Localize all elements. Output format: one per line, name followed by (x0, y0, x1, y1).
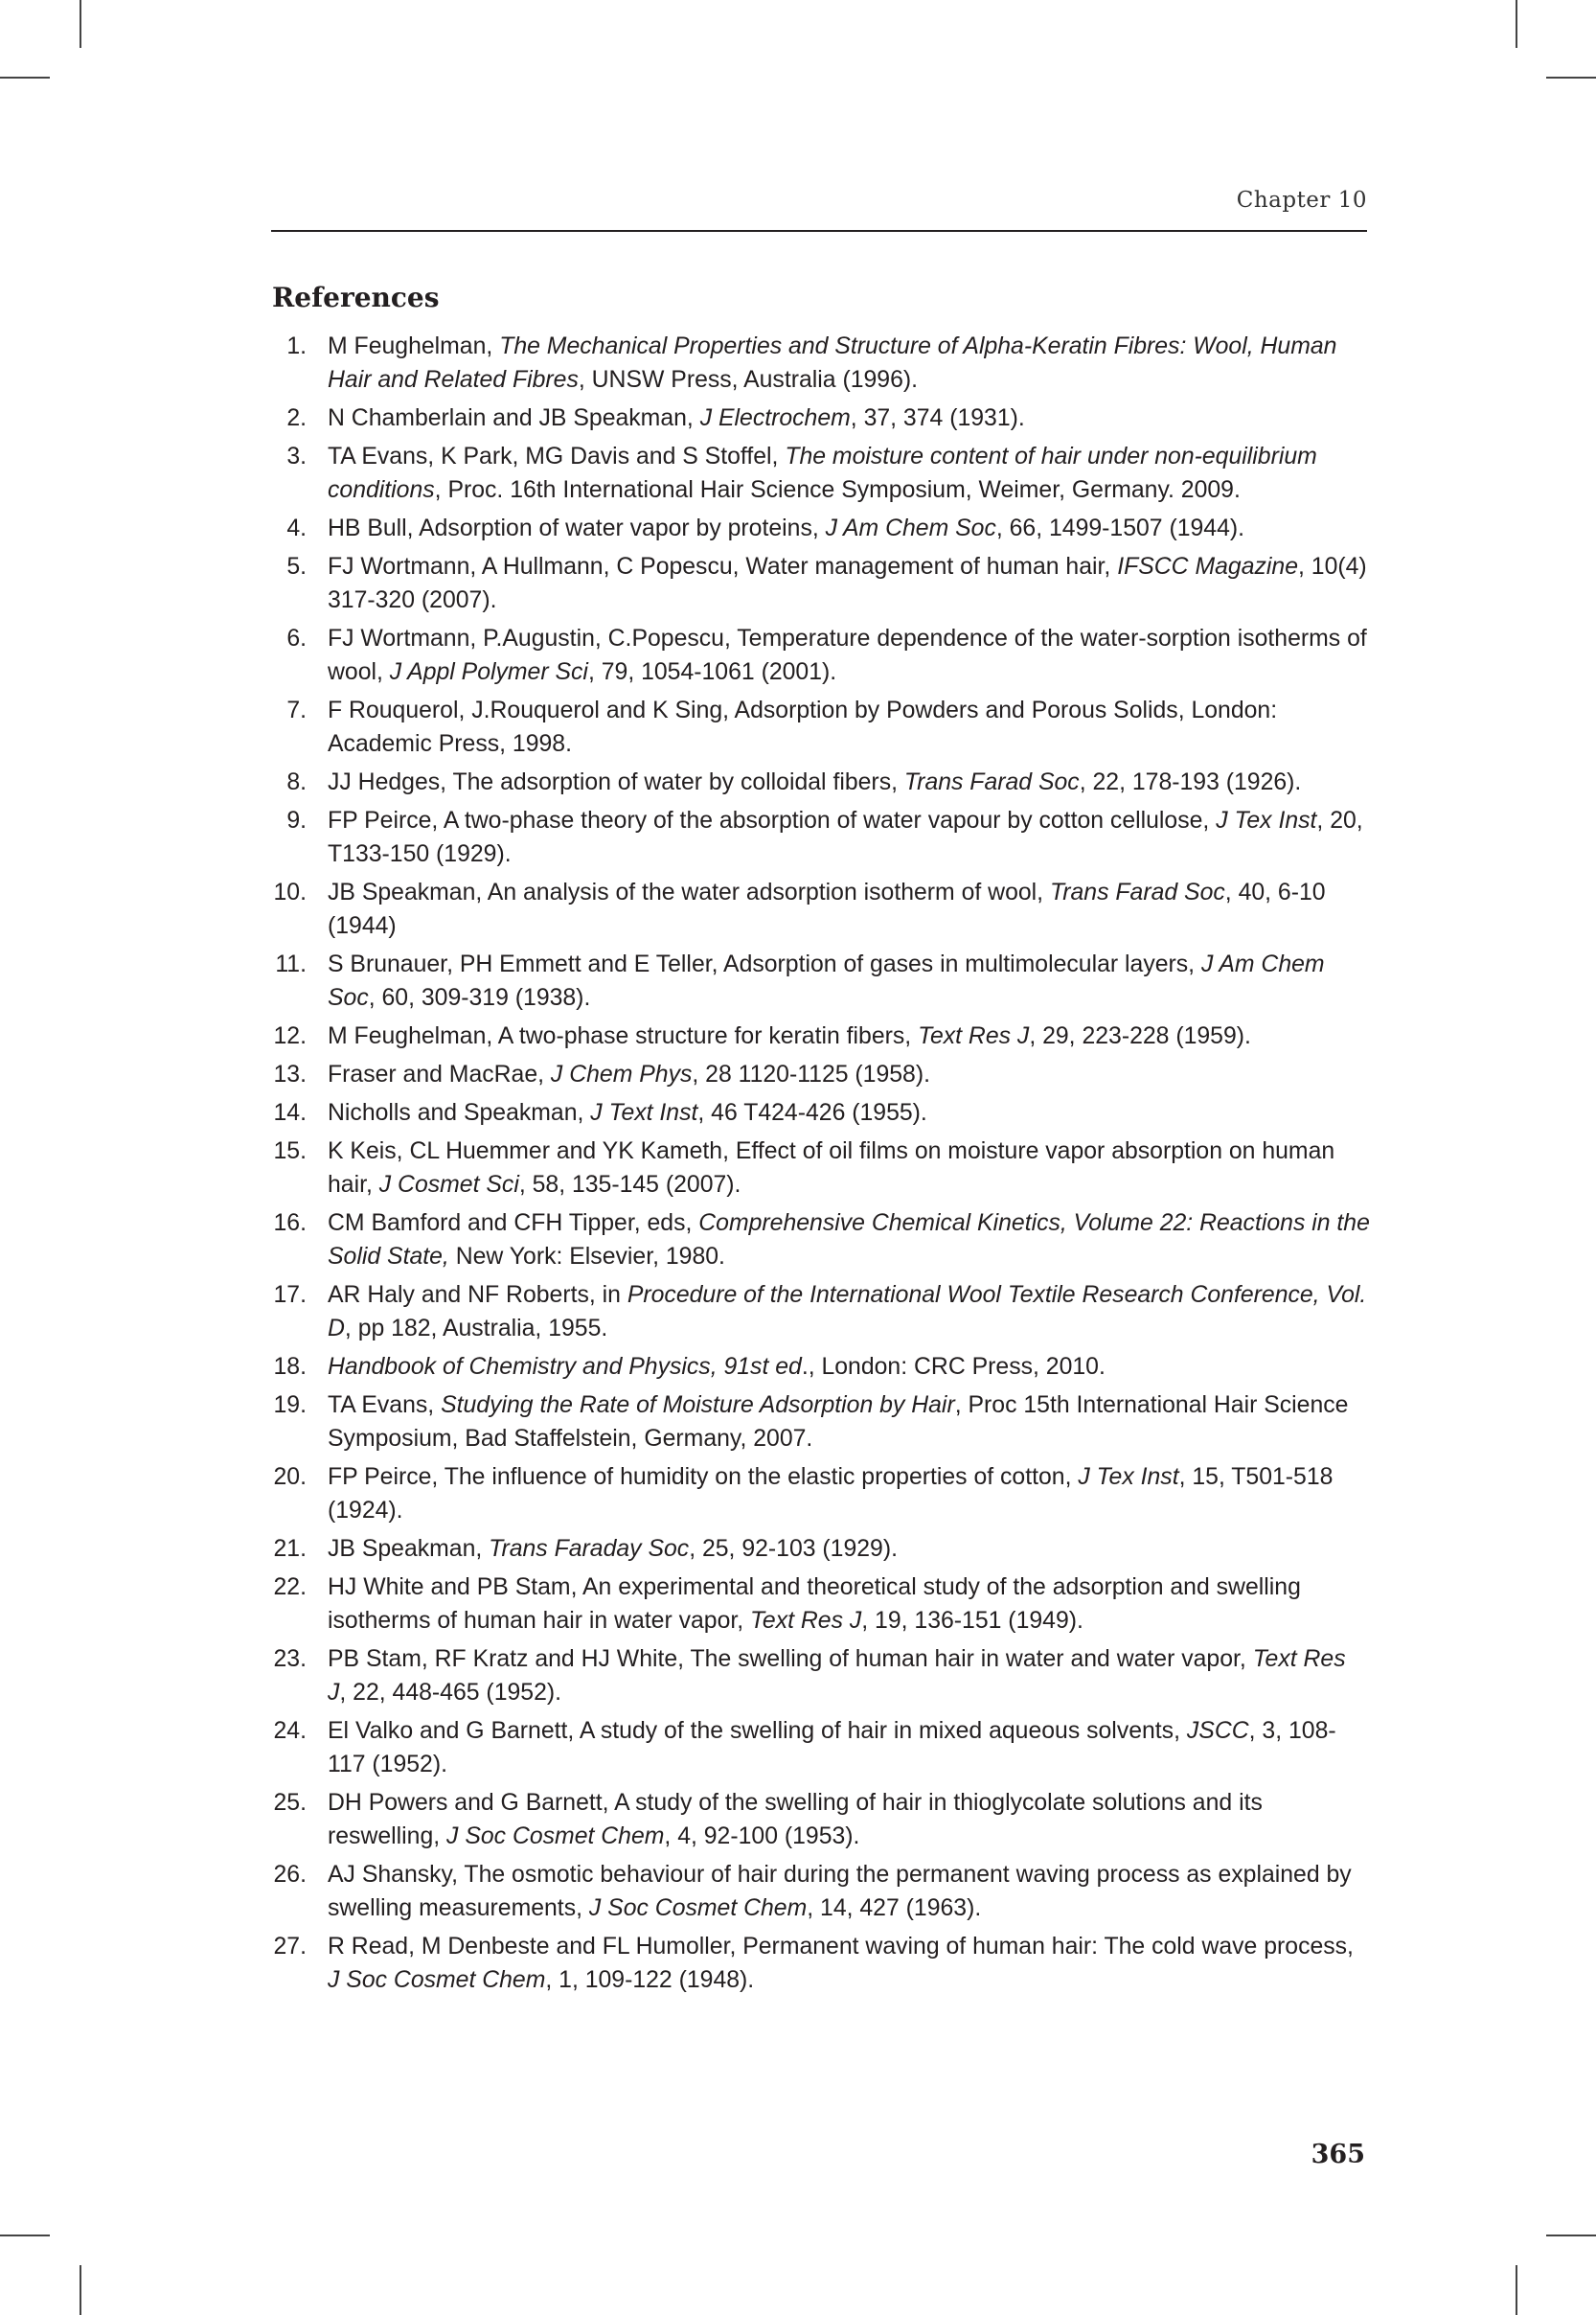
reference-text-segment: , 15, T501-518 (1924). (328, 1464, 1334, 1524)
reference-number: 15. (273, 1138, 307, 1164)
reference-text-segment: , 10(4) 317-320 (2007). (328, 554, 1367, 613)
reference-title-italic: J Soc Cosmet Chem (328, 1967, 546, 1993)
reference-item (272, 401, 1370, 435)
reference-item (272, 1058, 1370, 1091)
reference-text (328, 554, 1367, 613)
reference-text (328, 444, 1317, 503)
reference-text-segment: , 28 1120-1125 (1958). (692, 1062, 930, 1088)
reference-item (272, 330, 1370, 397)
reference-number: 20. (273, 1464, 307, 1490)
reference-text-segment: FJ Wortmann, A Hullmann, C Popescu, Water management of human hair, (328, 554, 1118, 580)
reference-number: 24. (273, 1718, 307, 1744)
reference-text-segment: DH Powers and G Barnett, A study of the swelling of hair in thioglycolate solutions and its reswelling, (328, 1790, 1263, 1849)
reference-number: 7. (286, 698, 307, 723)
reference-text-segment: , 20, T133-150 (1929). (328, 808, 1363, 867)
reference-number: 16. (273, 1210, 307, 1236)
reference-number: 8. (286, 769, 307, 795)
reference-title-italic: Trans Faraday Soc (489, 1536, 690, 1562)
reference-text-segment: N Chamberlain and JB Speakman, (328, 405, 700, 431)
reference-title-italic: J Tex Inst (1078, 1464, 1179, 1490)
reference-number: 5. (286, 554, 307, 580)
reference-text-segment: , 66, 1499-1507 (1944). (995, 516, 1245, 541)
reference-text-segment: HJ White and PB Stam, An experimental and theoretical study of the adsorption and swelling isotherms of human hair in water vapor, (328, 1574, 1301, 1634)
reference-item (272, 1388, 1370, 1455)
reference-text (328, 1574, 1301, 1634)
crop-mark-top-right (1516, 0, 1517, 48)
reference-title-italic: J Soc Cosmet Chem (446, 1823, 665, 1849)
reference-text-segment: M Feughelman, A two-phase structure for keratin fibers, (328, 1023, 919, 1049)
reference-text (328, 333, 1336, 393)
reference-text-segment: AJ Shansky, The osmotic behaviour of hair during the permanent waving process as explained by swelling measurements, (328, 1862, 1352, 1921)
crop-mark-top-left (80, 0, 81, 48)
reference-text-segment: , 60, 309-319 (1938). (368, 985, 591, 1011)
reference-title-italic: J Tex Inst (1216, 808, 1317, 834)
reference-text-segment: JJ Hedges, The adsorption of water by colloidal fibers, (328, 769, 904, 795)
reference-text-segment: , 25, 92-103 (1929). (689, 1536, 898, 1562)
reference-item (272, 1642, 1370, 1709)
reference-item (272, 440, 1370, 507)
reference-item (272, 550, 1370, 617)
reference-text (328, 1718, 1336, 1777)
reference-item (272, 876, 1370, 943)
reference-number: 11. (275, 951, 307, 977)
reference-text-segment: Nicholls and Speakman, (328, 1100, 591, 1126)
reference-text-segment: ., London: CRC Press, 2010. (801, 1354, 1106, 1380)
reference-text (328, 698, 1277, 757)
crop-mark-bottom-right-horizontal (1546, 2235, 1596, 2236)
reference-text (328, 626, 1367, 685)
reference-text (328, 1862, 1352, 1921)
reference-text-segment: Fraser and MacRae, (328, 1062, 551, 1088)
reference-text (328, 1023, 1251, 1049)
reference-number: 2. (286, 405, 307, 431)
reference-item (272, 1460, 1370, 1527)
reference-item (272, 1206, 1370, 1273)
reference-text (328, 1282, 1366, 1341)
reference-text-segment: TA Evans, (328, 1392, 442, 1418)
reference-title-italic: Trans Farad Soc (903, 769, 1080, 795)
reference-text-segment: , 40, 6-10 (1944) (328, 880, 1326, 939)
reference-text-segment: , Proc. 16th International Hair Science Symposium, Weimer, Germany. 2009. (434, 477, 1241, 503)
reference-title-italic: Comprehensive Chemical Kinetics, Volume 22: Reactions in the Solid State, (328, 1210, 1370, 1270)
reference-title-italic: Text Res J (918, 1023, 1030, 1049)
reference-text-segment: AR Haly and NF Roberts, in (328, 1282, 627, 1308)
crop-mark-top-right-horizontal (1546, 77, 1596, 79)
reference-text-segment: , 37, 374 (1931). (850, 405, 1025, 431)
reference-item (272, 1714, 1370, 1781)
reference-title-italic: J Soc Cosmet Chem (588, 1895, 808, 1921)
reference-number: 14. (273, 1100, 307, 1126)
reference-item (272, 1570, 1370, 1638)
reference-text (328, 1536, 898, 1562)
reference-item (272, 1135, 1370, 1202)
reference-text-segment: , pp 182, Australia, 1955. (344, 1316, 608, 1341)
reference-text-segment: F Rouquerol, J.Rouquerol and K Sing, Adsorption by Powders and Porous Solids, London: Academic Press, 1998. (328, 698, 1278, 757)
reference-item (272, 512, 1370, 545)
reference-item (272, 948, 1370, 1015)
reference-number: 1. (286, 333, 307, 359)
reference-title-italic: Text Res J (750, 1608, 862, 1634)
running-head (271, 188, 1367, 232)
reference-text-segment: New York: Elsevier, 1980. (448, 1244, 725, 1270)
reference-title-italic: Handbook of Chemistry and Physics, 91st ed (328, 1354, 802, 1380)
reference-text-segment: , 19, 136-151 (1949). (861, 1608, 1083, 1634)
reference-item (272, 1096, 1370, 1130)
reference-number: 12. (273, 1023, 307, 1049)
reference-text-segment: TA Evans, K Park, MG Davis and S Stoffel, (328, 444, 786, 470)
references-heading: References (272, 282, 440, 313)
reference-text-segment: FJ Wortmann, P.Augustin, C.Popescu, Temperature dependence of the water-sorption isotherms of wool, (328, 626, 1367, 685)
reference-text (328, 1062, 930, 1088)
reference-item (272, 1278, 1370, 1345)
reference-item (272, 1858, 1370, 1925)
reference-text-segment: CM Bamford and CFH Tipper, eds, (328, 1210, 699, 1236)
page-number: 365 (1311, 2140, 1365, 2169)
chapter-label: Chapter 10 (1236, 188, 1367, 213)
reference-title-italic: J Chem Phys (550, 1062, 693, 1088)
reference-title-italic: The moisture content of hair under non-equilibrium conditions (328, 444, 1317, 503)
reference-text-segment: , 22, 178-193 (1926). (1079, 769, 1302, 795)
reference-text-segment: , 46 T424-426 (1955). (697, 1100, 927, 1126)
reference-text-segment: , 1, 109-122 (1948). (545, 1967, 755, 1993)
reference-number: 25. (273, 1790, 307, 1816)
reference-number: 6. (286, 626, 307, 652)
reference-item (272, 766, 1370, 799)
reference-text-segment: FP Peirce, A two-phase theory of the absorption of water vapour by cotton cellulose, (328, 808, 1217, 834)
reference-text (328, 405, 1025, 431)
reference-title-italic: J Electrochem (699, 405, 851, 431)
reference-text-segment: S Brunauer, PH Emmett and E Teller, Adsorption of gases in multimolecular layers, (328, 951, 1201, 977)
reference-text (328, 1100, 927, 1126)
reference-text (328, 1464, 1333, 1524)
crop-mark-top-left-horizontal (0, 77, 50, 79)
reference-text (328, 808, 1363, 867)
reference-number: 23. (273, 1646, 307, 1672)
reference-text (328, 769, 1301, 795)
reference-text (328, 1138, 1334, 1198)
reference-number: 10. (273, 880, 307, 905)
crop-mark-bottom-right (1516, 2265, 1517, 2315)
reference-text-segment: El Valko and G Barnett, A study of the swelling of hair in mixed aqueous solvents, (328, 1718, 1187, 1744)
reference-text-segment: M Feughelman, (328, 333, 500, 359)
reference-text-segment: , 4, 92-100 (1953). (664, 1823, 860, 1849)
reference-title-italic: IFSCC Magazine (1117, 554, 1299, 580)
reference-title-italic: Trans Farad Soc (1049, 880, 1225, 905)
reference-item (272, 1930, 1370, 1997)
reference-number: 19. (273, 1392, 307, 1418)
reference-number: 18. (273, 1354, 307, 1380)
reference-text (328, 1646, 1346, 1706)
reference-number: 9. (286, 808, 307, 834)
reference-title-italic: J Appl Polymer Sci (389, 659, 588, 685)
reference-number: 22. (273, 1574, 307, 1600)
reference-text (328, 1790, 1263, 1849)
reference-text (328, 951, 1325, 1011)
reference-text (328, 1934, 1354, 1993)
reference-text-segment: FP Peirce, The influence of humidity on the elastic properties of cotton, (328, 1464, 1079, 1490)
reference-text-segment: R Read, M Denbeste and FL Humoller, Permanent waving of human hair: The cold wave process, (328, 1934, 1354, 1960)
crop-mark-bottom-left-horizontal (0, 2235, 50, 2236)
reference-item (272, 804, 1370, 871)
reference-text-segment: , 22, 448-465 (1952). (339, 1680, 562, 1706)
reference-text-segment: , 14, 427 (1963). (807, 1895, 982, 1921)
reference-number: 17. (273, 1282, 307, 1308)
reference-text-segment: , 58, 135-145 (2007). (518, 1172, 741, 1198)
reference-list (272, 330, 1370, 2002)
reference-text-segment: , 79, 1054-1061 (2001). (587, 659, 837, 685)
reference-title-italic: J Cosmet Sci (378, 1172, 519, 1198)
reference-text-segment: K Keis, CL Huemmer and YK Kameth, Effect of oil films on moisture vapor absorption on human hair, (328, 1138, 1335, 1198)
reference-text-segment: JB Speakman, (328, 1536, 490, 1562)
reference-text-segment: HB Bull, Adsorption of water vapor by proteins, (328, 516, 826, 541)
reference-item (272, 1020, 1370, 1053)
reference-number: 4. (286, 516, 307, 541)
reference-title-italic: Procedure of the International Wool Textile Research Conference, Vol. D (328, 1282, 1367, 1341)
reference-title-italic: J Text Inst (590, 1100, 698, 1126)
reference-number: 13. (273, 1062, 307, 1088)
reference-text-segment: , UNSW Press, Australia (1996). (578, 367, 919, 393)
reference-item (272, 1350, 1370, 1384)
reference-text-segment: , Proc 15th International Hair Science Symposium, Bad Staffelstein, Germany, 2007. (328, 1392, 1349, 1452)
reference-item (272, 694, 1370, 761)
reference-text (328, 1392, 1348, 1452)
reference-text-segment: , 29, 223-228 (1959). (1029, 1023, 1251, 1049)
reference-text (328, 1210, 1370, 1270)
reference-text (328, 516, 1244, 541)
reference-number: 3. (286, 444, 307, 470)
reference-number: 26. (273, 1862, 307, 1888)
reference-title-italic: The Mechanical Properties and Structure of Alpha-Keratin Fibres: Wool, Human Hair and Related Fibres (328, 333, 1337, 393)
reference-title-italic: Text Res J (328, 1646, 1346, 1706)
reference-text (328, 1354, 1106, 1380)
crop-mark-bottom-left (80, 2265, 81, 2315)
reference-number: 21. (273, 1536, 307, 1562)
reference-text-segment: , 3, 108-117 (1952). (328, 1718, 1336, 1777)
reference-text-segment: JB Speakman, An analysis of the water adsorption isotherm of wool, (328, 880, 1050, 905)
reference-item (272, 622, 1370, 689)
reference-item (272, 1786, 1370, 1853)
reference-title-italic: J Am Chem Soc (328, 951, 1325, 1011)
reference-title-italic: Studying the Rate of Moisture Adsorption by Hair (441, 1392, 955, 1418)
reference-title-italic: J Am Chem Soc (825, 516, 996, 541)
reference-item (272, 1532, 1370, 1566)
reference-title-italic: JSCC (1186, 1718, 1249, 1744)
reference-number: 27. (273, 1934, 307, 1960)
reference-text (328, 880, 1326, 939)
reference-text-segment: PB Stam, RF Kratz and HJ White, The swelling of human hair in water and water vapor, (328, 1646, 1253, 1672)
